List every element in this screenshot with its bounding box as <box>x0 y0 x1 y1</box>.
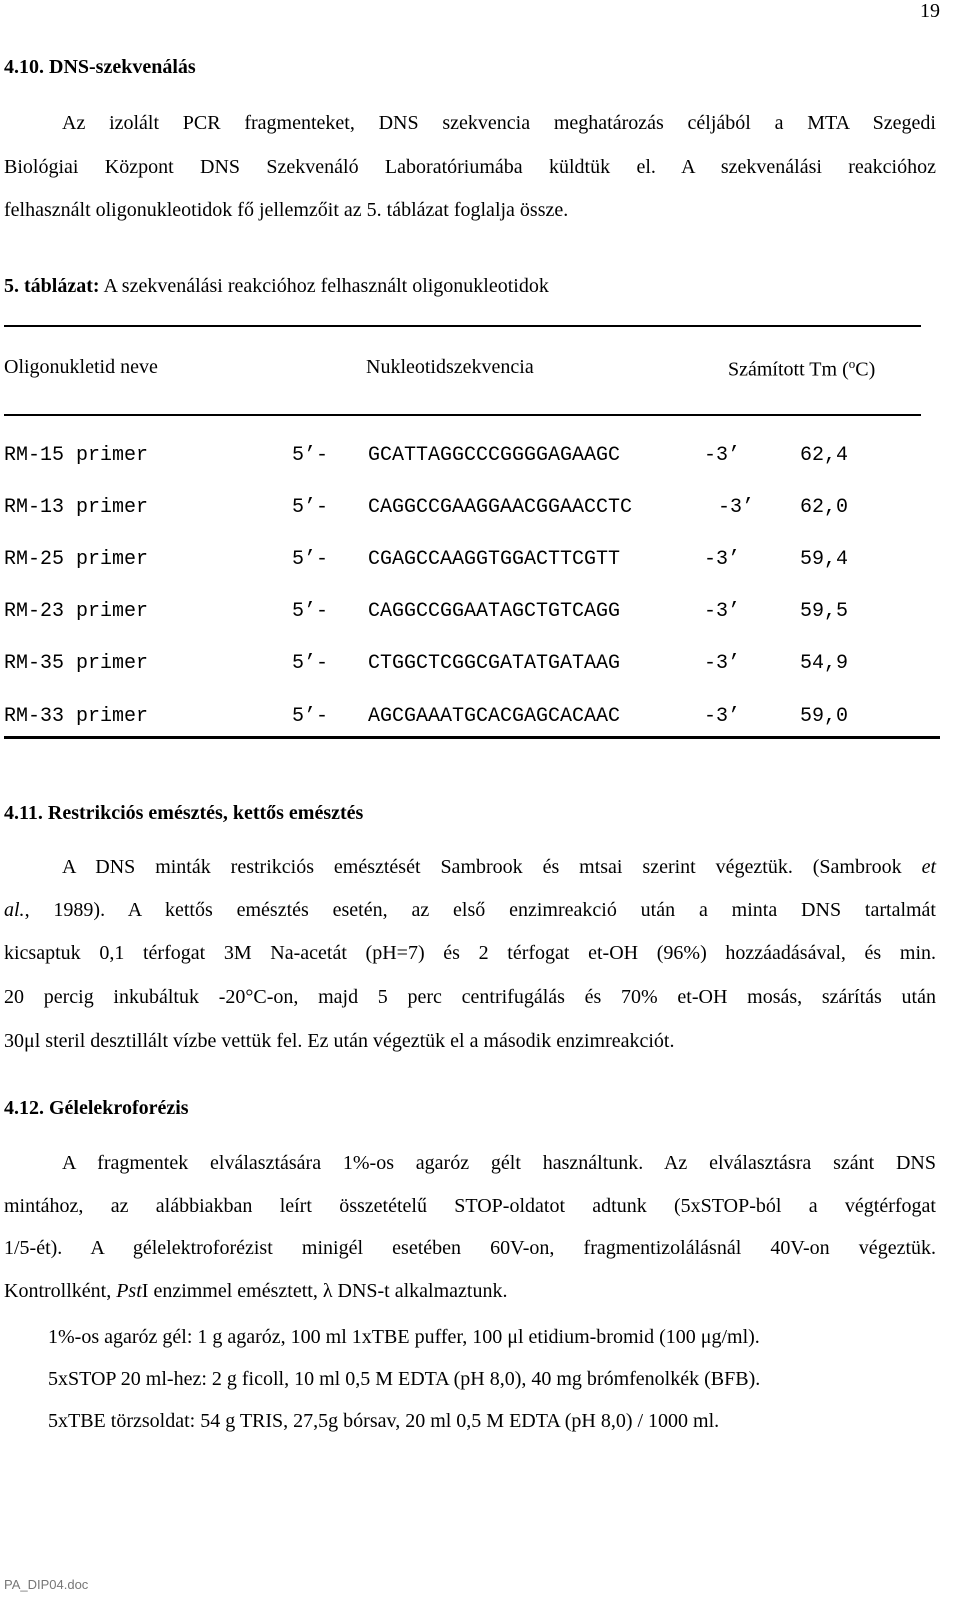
table-caption-label: 5. táblázat: <box>4 275 100 297</box>
section-heading-4-11: 4.11. Restrikciós emésztés, kettős emésztés <box>4 802 364 824</box>
primer-name: RM-25 primer <box>4 548 149 571</box>
five-prime-marker: 5’- <box>292 548 329 571</box>
column-header-name: Oligonukletid neve <box>4 356 158 378</box>
paragraph-line: mintához, az alábbiakban leírt összetételű STOP-oldatot adtunk (5xSTOP-ból a végtérfogat <box>4 1195 936 1217</box>
section-heading-4-10: 4.10. DNS-szekvenálás <box>4 56 196 78</box>
table-row <box>0 548 960 574</box>
paragraph-line-text: I enzimmel emésztett, λ DNS-t alkalmaztunk. <box>141 1280 508 1302</box>
five-prime-marker: 5’- <box>292 600 329 623</box>
paragraph-line: 1/5-ét). A gélelektroforézist minigél esetében 60V-on, fragmentizolálásnál 40V-on végeztük. <box>4 1237 936 1259</box>
italic-enzyme-name: Pst <box>116 1280 142 1302</box>
five-prime-marker: 5’- <box>292 444 329 467</box>
tm-value: 62,4 <box>800 444 849 467</box>
nucleotide-sequence: CTGGCTCGGCGATATGATAAG <box>368 652 621 675</box>
tm-value: 59,0 <box>800 705 849 728</box>
three-prime-marker: -3’ <box>704 548 741 571</box>
paragraph-line: 20 percig inkubáltuk -20°C-on, majd 5 perc centrifugálás és 70% et-OH mosás, szárítás után <box>4 986 936 1008</box>
nucleotide-sequence: GCATTAGGCCCGGGGAGAAGC <box>368 444 621 467</box>
recipe-line: 5xSTOP 20 ml-hez: 2 g ficoll, 10 ml 0,5 M EDTA (pH 8,0), 40 mg brómfenolkék (BFB). <box>48 1368 761 1390</box>
table-row <box>0 496 960 522</box>
table-header-rule <box>4 414 921 416</box>
five-prime-marker: 5’- <box>292 705 329 728</box>
footer-filename: PA_DIP04.doc <box>4 1577 89 1592</box>
three-prime-marker: -3’ <box>704 705 741 728</box>
three-prime-marker: -3’ <box>704 652 741 675</box>
paragraph-line-text: Kontrollként, <box>4 1280 117 1302</box>
three-prime-marker: -3’ <box>704 444 741 467</box>
column-header-tm <box>728 356 875 382</box>
paragraph-line: 30μl steril desztillált vízbe vettük fel. Ez után végeztük el a második enzimreakciót. <box>4 1030 675 1052</box>
tm-value: 62,0 <box>800 496 849 519</box>
column-header-sequence: Nukleotidszekvencia <box>366 356 534 378</box>
table-caption-text: A szekvenálási reakcióhoz felhasznált oligonukleotidok <box>99 275 549 297</box>
tm-value: 54,9 <box>800 652 849 675</box>
recipe-line: 5xTBE törzsoldat: 54 g TRIS, 27,5g bórsav, 20 ml 0,5 M EDTA (pH 8,0) / 1000 ml. <box>48 1410 720 1432</box>
paragraph-line <box>4 1280 507 1303</box>
paragraph-line: Az izolált PCR fragmenteket, DNS szekvencia meghatározás céljából a MTA Szegedi <box>62 112 936 134</box>
three-prime-marker: -3’ <box>704 600 741 623</box>
five-prime-marker: 5’- <box>292 496 329 519</box>
nucleotide-sequence: CGAGCCAAGGTGGACTTCGTT <box>368 548 621 571</box>
nucleotide-sequence: CAGGCCGAAGGAACGGAACCTC <box>368 496 633 519</box>
tm-value: 59,4 <box>800 548 849 571</box>
three-prime-marker: -3’ <box>718 496 755 519</box>
italic-et: et <box>921 856 936 878</box>
tm-header-text: Számított Tm ( <box>728 358 849 381</box>
table-top-rule <box>4 325 921 327</box>
paragraph-line: kicsaptuk 0,1 térfogat 3M Na-acetát (pH=7) és 2 térfogat et-OH (96%) hozzáadásával, és min. <box>4 942 936 964</box>
primer-name: RM-13 primer <box>4 496 149 519</box>
table-row <box>0 652 960 678</box>
paragraph-line: al., 1989). A kettős emésztés esetén, az első enzimreakció után a minta DNS tartalmát <box>4 899 936 921</box>
five-prime-marker: 5’- <box>292 652 329 675</box>
primer-name: RM-33 primer <box>4 705 149 728</box>
table-caption <box>4 275 549 298</box>
nucleotide-sequence: AGCGAAATGCACGAGCACAAC <box>368 705 621 728</box>
primer-name: RM-35 primer <box>4 652 149 675</box>
table-row <box>0 444 960 470</box>
primer-name: RM-15 primer <box>4 444 149 467</box>
paragraph-line-text: , 1989). A kettős emésztés esetén, az első enzimreakció után a minta DNS tartalmát <box>24 899 936 921</box>
nucleotide-sequence: CAGGCCGGAATAGCTGTCAGG <box>368 600 621 623</box>
tm-value: 59,5 <box>800 600 849 623</box>
paragraph-line <box>62 856 936 879</box>
section-heading-4-12: 4.12. Gélelekroforézis <box>4 1097 189 1119</box>
table-row <box>0 600 960 626</box>
tm-header-superscript: o <box>848 356 856 371</box>
primer-name: RM-23 primer <box>4 600 149 623</box>
tm-header-unit: C) <box>855 358 876 381</box>
page-number: 19 <box>920 0 940 22</box>
table-bottom-rule <box>4 736 940 739</box>
paragraph-line: felhasznált oligonukleotidok fő jellemzőit az 5. táblázat foglalja össze. <box>4 199 569 221</box>
table-row <box>0 705 960 731</box>
recipe-line: 1%-os agaróz gél: 1 g agaróz, 100 ml 1xTBE puffer, 100 μl etidium-bromid (100 μg/ml). <box>48 1326 760 1348</box>
paragraph-line: Biológiai Központ DNS Szekvenáló Laboratóriumába küldtük el. A szekvenálási reakcióhoz <box>4 156 936 178</box>
paragraph-line: A fragmentek elválasztására 1%-os agaróz gélt használtunk. Az elválasztásra szánt DNS <box>62 1152 936 1174</box>
paragraph-line-text: A DNS minták restrikciós emésztését Sambrook és mtsai szerint végeztük. (Sambrook <box>62 856 902 878</box>
